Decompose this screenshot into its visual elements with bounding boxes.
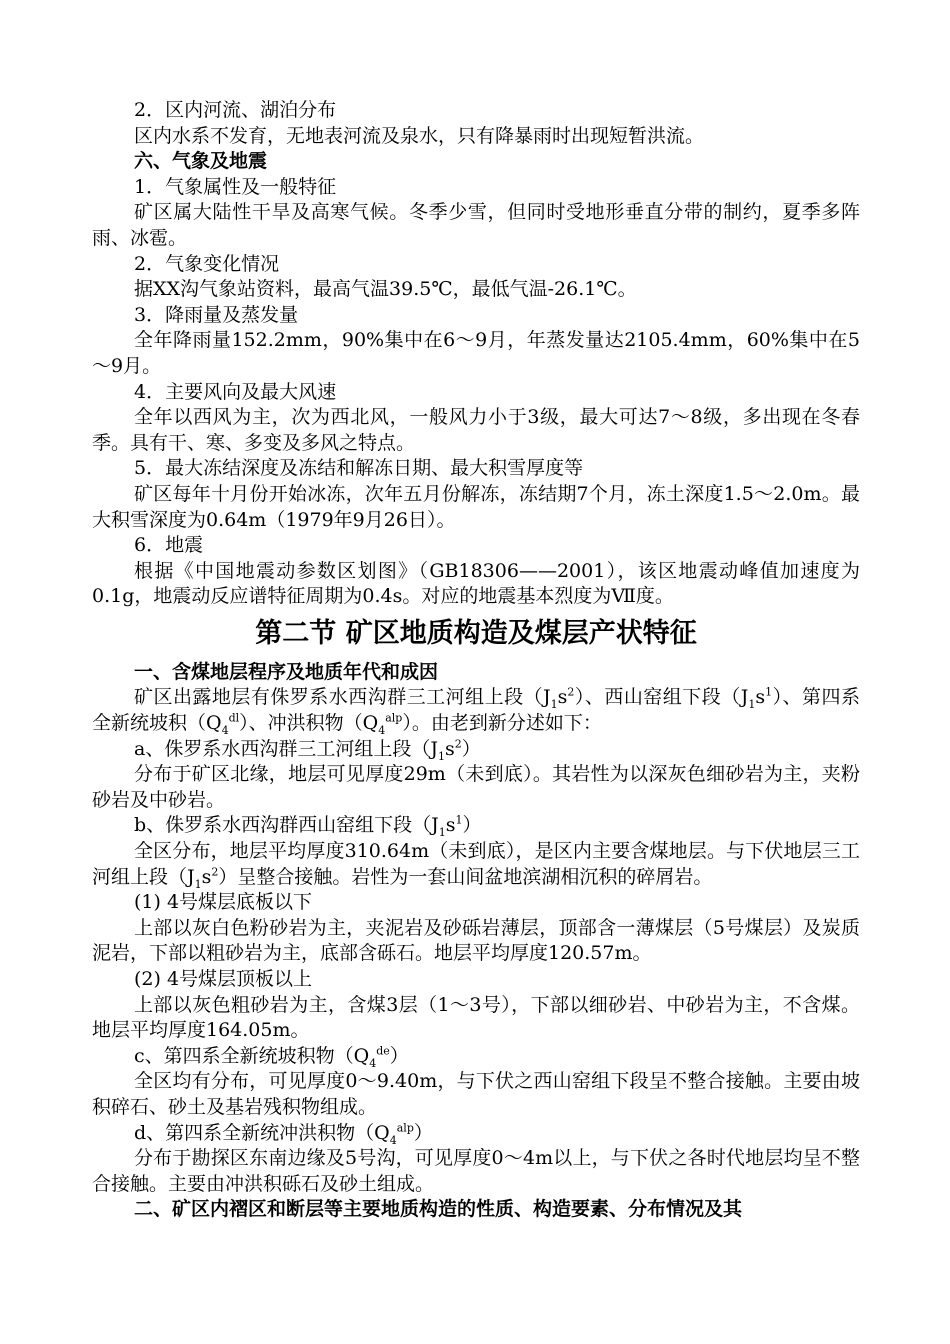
- document-page: [92, 98, 860, 1223]
- heading: 一、含煤地层程序及地质年代和成因: [134, 660, 439, 683]
- subheading: 2．气象变化情况: [134, 252, 280, 275]
- subheading: a、侏罗系水西沟群三工河组上段$(J_1s^2)$: [134, 737, 481, 763]
- paragraph: 分布于勘探区东南边缘及5号沟，可见厚度0～4m以上，与下伏之各时代地层均呈不整合接触。主要由冲洪积砾石及砂土组成。: [92, 1147, 860, 1195]
- paragraph: 区内水系不发育，无地表河流及泉水，只有降暴雨时出现短暂洪流。: [134, 124, 705, 147]
- heading: 六、气象及地震: [134, 150, 268, 173]
- subheading: d、第四系全新统冲洪积物$(Q_4^{alp})$: [134, 1121, 433, 1147]
- paragraph: 全区分布，地层平均厚度310.64m（未到底），是区内主要含煤地层。与下伏地层三工河组上段$(J_1s^2)$呈整合接触。岩性为一套山间盆地滨湖相沉积的碎屑岩。: [92, 840, 860, 891]
- subheading: 3．降雨量及蒸发量: [134, 303, 299, 326]
- paragraph: 全年以西风为主，次为西北风，一般风力小于3级，最大可达7～8级，多出现在冬春季。具有干、寒、多变及多风之特点。: [92, 406, 860, 454]
- paragraph: 矿区属大陆性干旱及高寒气候。冬季少雪，但同时受地形垂直分带的制约，夏季多阵雨、冰雹。: [92, 201, 860, 249]
- heading: 二、矿区内褶区和断层等主要地质构造的性质、构造要素、分布情况及其: [134, 1198, 743, 1221]
- subheading: (1) 4号煤层底板以下: [134, 891, 313, 914]
- paragraph: 据XX沟气象站资料，最高气温39.5℃，最低气温-26.1℃。: [134, 278, 637, 301]
- subheading: (2) 4号煤层顶板以上: [134, 968, 313, 990]
- subheading: 6．地震: [134, 534, 204, 557]
- paragraph: 全年降雨量152.2mm，90%集中在6～9月，年蒸发量达2105.4mm，60%集中在5～9月。: [92, 329, 860, 377]
- subheading: 5．最大冻结深度及冻结和解冻日期、最大积雪厚度等: [134, 457, 584, 480]
- paragraph: 全区均有分布，可见厚度0～9.40m，与下伏之西山窑组下段呈不整合接触。主要由坡积碎石、砂土及基岩残积物组成。: [92, 1070, 860, 1118]
- subheading: b、侏罗系水西沟群西山窑组下段$(J_1s^1)$: [134, 814, 482, 840]
- paragraph: 矿区出露地层有侏罗系水西沟群三工河组上段$(J_1s^2)$、西山窑组下段$(J_1s^1)$、第四系全新统坡积$(Q_4^{dl})$、冲洪积物$(Q_4^{alp})$。由老到新分述如下：: [92, 686, 860, 737]
- section-title: 第二节 矿区地质构造及煤层产状特征: [255, 617, 697, 649]
- paragraph: 上部以灰色粗砂岩为主，含煤3层（1～3号），下部以细砂岩、中砂岩为主，不含煤。地层平均厚度164.05m。: [92, 993, 860, 1042]
- paragraph: 根据《中国地震动参数区划图》（GB18306——2001），该区地震动峰值加速度为0.1g，地震动反应谱特征周期为0.4s。对应的地震基本烈度为Ⅶ度。: [92, 559, 860, 608]
- subheading: 2．区内河流、湖泊分布: [134, 99, 337, 121]
- subheading: 1．气象属性及一般特征: [134, 175, 337, 198]
- paragraph: 上部以灰白色粉砂岩为主，夹泥岩及砂砾岩薄层，顶部含一薄煤层（5号煤层）及炭质泥岩，下部以粗砂岩为主，底部含砾石。地层平均厚度120.57m。: [92, 916, 860, 965]
- paragraph: 矿区每年十月份开始冰冻，次年五月份解冻，冻结期7个月，冻土深度1.5～2.0m。最大积雪深度为0.64m（1979年9月26日）。: [92, 482, 860, 531]
- subheading: 4．主要风向及最大风速: [134, 380, 337, 403]
- paragraph: 分布于矿区北缘，地层可见厚度29m（未到底）。其岩性为以深灰色细砂岩为主，夹粉砂岩及中砂岩。: [92, 763, 860, 811]
- subheading: c、第四系全新统坡积物$(Q_4^{de})$: [134, 1044, 409, 1070]
